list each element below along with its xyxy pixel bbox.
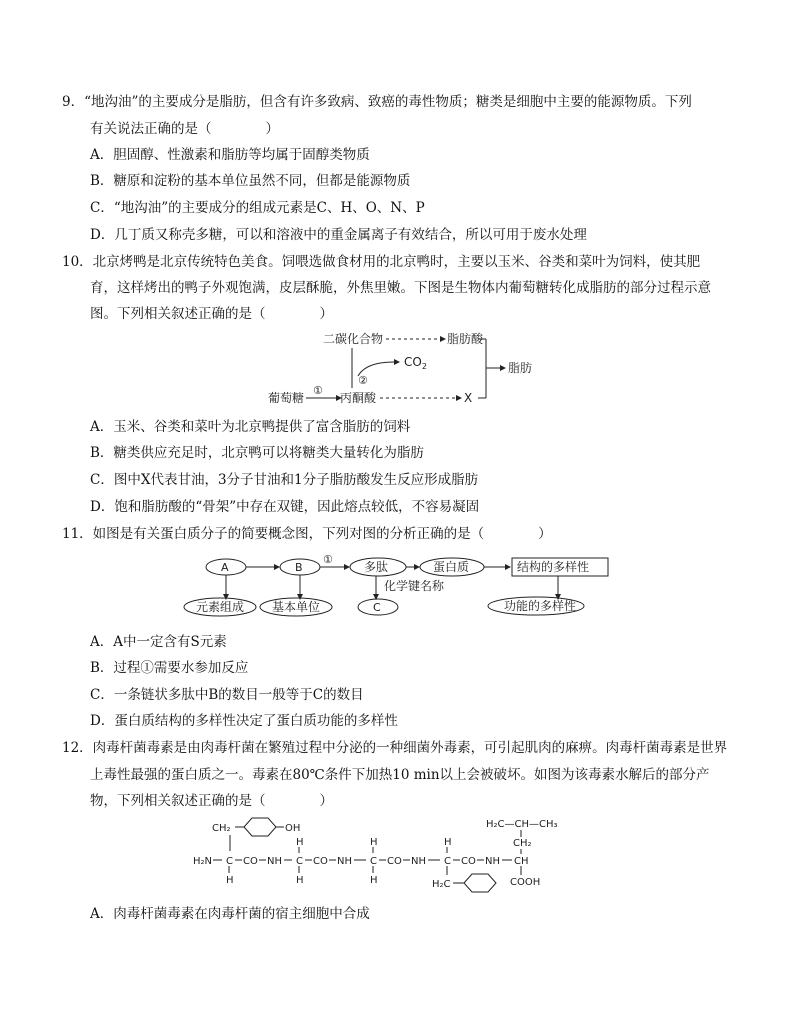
unit-label: 基本单位 bbox=[272, 600, 321, 614]
h-top-2: H bbox=[296, 837, 304, 848]
arrow-peptide-protein bbox=[414, 564, 420, 570]
q10-option-a: A．玉米、谷类和菜叶为北京鸭提供了富含脂肪的饲料 bbox=[90, 419, 411, 435]
oh-label: OH bbox=[285, 823, 301, 834]
q10-stem-line3: 图。下列相关叙述正确的是（ ） bbox=[90, 306, 333, 322]
q11-option-b: B．过程①需要水参加反应 bbox=[90, 660, 249, 676]
q11-option-a: A．A中一定含有S元素 bbox=[90, 634, 227, 650]
h-bottom-3: H bbox=[370, 875, 378, 886]
q9-option-b: B．糖原和淀粉的基本单位虽然不同，但都是能源物质 bbox=[90, 173, 411, 189]
co2-label: CO bbox=[313, 856, 328, 867]
h-bottom-1: H bbox=[226, 875, 234, 886]
step1-marker: ① bbox=[313, 384, 323, 397]
arrow-head-x bbox=[456, 395, 462, 401]
arrow-head-fat bbox=[500, 365, 506, 371]
ch-right-label: CH bbox=[514, 856, 529, 867]
co4-label: CO bbox=[461, 856, 476, 867]
q9-option-a: A．胆固醇、性激素和脂肪等均属于固醇类物质 bbox=[90, 147, 370, 163]
co2-label: $CO_2$ bbox=[404, 355, 427, 371]
nh3-label: NH bbox=[411, 856, 426, 867]
q9-stem-line2: 有关说法正确的是（ ） bbox=[90, 121, 279, 137]
nh1-label: NH bbox=[267, 856, 282, 867]
arrow-head-co2 bbox=[394, 359, 400, 365]
bond-label: 化学键名称 bbox=[384, 579, 445, 593]
q12-stem-line1: 12．肉毒杆菌毒素是由肉毒杆菌在繁殖过程中分泌的一种细菌外毒素，可引起肌肉的麻痹。肉毒杆菌毒素是世界 bbox=[62, 740, 728, 756]
x-label: X bbox=[464, 391, 473, 405]
ch2-left-label: CH₂ bbox=[212, 823, 231, 834]
glucose-label: 葡萄糖 bbox=[268, 391, 305, 405]
q11-diagram bbox=[0, 550, 794, 620]
peptide-label: 多肽 bbox=[364, 560, 389, 574]
structure-label: 结构的多样性 bbox=[517, 560, 590, 574]
q10-stem-line1: 10．北京烤鸭是北京传统特色美食。饲喂选做食材用的北京鸭时，主要以玉米、谷类和菜叶为饲料，使其肥 bbox=[62, 254, 701, 270]
q9-stem-line1: 9．“地沟油”的主要成分是脂肪，但含有许多致病、致癌的毒性物质；糖类是细胞中主要的能源物质。下列 bbox=[62, 94, 692, 110]
arrow-a-b bbox=[274, 564, 280, 570]
elements-label: 元素组成 bbox=[196, 600, 245, 614]
fat-label: 脂肪 bbox=[508, 361, 533, 375]
function-label: 功能的多样性 bbox=[504, 599, 577, 613]
arrow-b-peptide bbox=[344, 564, 350, 570]
ch2-top-label: CH₂ bbox=[513, 838, 532, 849]
q10-option-b: B．糖类供应充足时，北京鸭可以将糖类大量转化为脂肪 bbox=[90, 445, 424, 461]
h2n-label: H₂N bbox=[193, 856, 213, 867]
q10-option-d: D．饱和脂肪酸的“骨架”中存在双键，因此熔点较低，不容易凝固 bbox=[90, 499, 480, 515]
c4-label: C bbox=[444, 856, 451, 867]
co2-compound-label: 二碳化合物 bbox=[323, 332, 384, 346]
node-b-label: B bbox=[295, 561, 303, 574]
step1-marker-11: ① bbox=[323, 553, 333, 566]
q10-stem-line2: 育，这样烤出的鸭子外观饱满，皮层酥脆，外焦里嫩。下图是生物体内葡萄糖转化成脂肪的部分过程示意 bbox=[90, 280, 711, 296]
q10-diagram bbox=[0, 328, 794, 408]
h2c-top-label: H₂C—CH—CH₃ bbox=[486, 819, 558, 830]
benzene-ring-top bbox=[244, 818, 276, 836]
q11-option-d: D．蛋白质结构的多样性决定了蛋白质功能的多样性 bbox=[90, 713, 398, 729]
q12-stem-line3: 物，下列相关叙述正确的是（ ） bbox=[90, 793, 333, 809]
c1-label: C bbox=[226, 856, 233, 867]
h-top-3: H bbox=[370, 837, 378, 848]
arrow-head-fatty bbox=[440, 336, 446, 342]
q10-option-c: C．图中X代表甘油，3分子甘油和1分子脂肪酸发生反应形成脂肪 bbox=[90, 472, 479, 488]
protein-label: 蛋白质 bbox=[433, 560, 470, 574]
q12-stem-line2: 上毒性最强的蛋白质之一。毒素在80℃条件下加热10 min以上会被破坏。如图为该毒素水解后的部分产 bbox=[90, 767, 710, 783]
arrow-protein-structure bbox=[505, 564, 511, 570]
q9-option-d: D．几丁质又称壳多糖，可以和溶液中的重金属离子有效结合，所以可用于废水处理 bbox=[90, 227, 587, 243]
q11-option-c: C．一条链状多肽中B的数目一般等于C的数目 bbox=[90, 687, 364, 703]
step2-marker: ② bbox=[358, 374, 368, 387]
node-a-label: A bbox=[221, 561, 229, 574]
h-top-4: H bbox=[444, 837, 452, 848]
cooh-label: COOH bbox=[510, 877, 541, 888]
fatty-acid-label: 脂肪酸 bbox=[447, 332, 484, 346]
q11-stem: 11．如图是有关蛋白质分子的简要概念图，下列对图的分析正确的是（ ） bbox=[62, 526, 552, 542]
q9-option-c: C．“地沟油”的主要成分的组成元素是C、H、O、N、P bbox=[90, 200, 425, 216]
pyruvate-label: 丙酮酸 bbox=[340, 391, 377, 405]
q12-structure bbox=[0, 815, 794, 895]
nh2-label: NH bbox=[337, 856, 352, 867]
h-bottom-2: H bbox=[296, 875, 304, 886]
c3-label: C bbox=[370, 856, 377, 867]
node-c-label: C bbox=[373, 601, 381, 614]
nh4-label: NH bbox=[485, 856, 500, 867]
ch2-phenyl-label: H₂C bbox=[432, 879, 451, 890]
q12-option-a: A．肉毒杆菌毒素在肉毒杆菌的宿主细胞中合成 bbox=[90, 906, 370, 922]
co1-label: CO bbox=[243, 856, 258, 867]
co3-label: CO bbox=[387, 856, 402, 867]
c2-label: C bbox=[296, 856, 303, 867]
benzene-ring-bottom bbox=[464, 874, 496, 892]
